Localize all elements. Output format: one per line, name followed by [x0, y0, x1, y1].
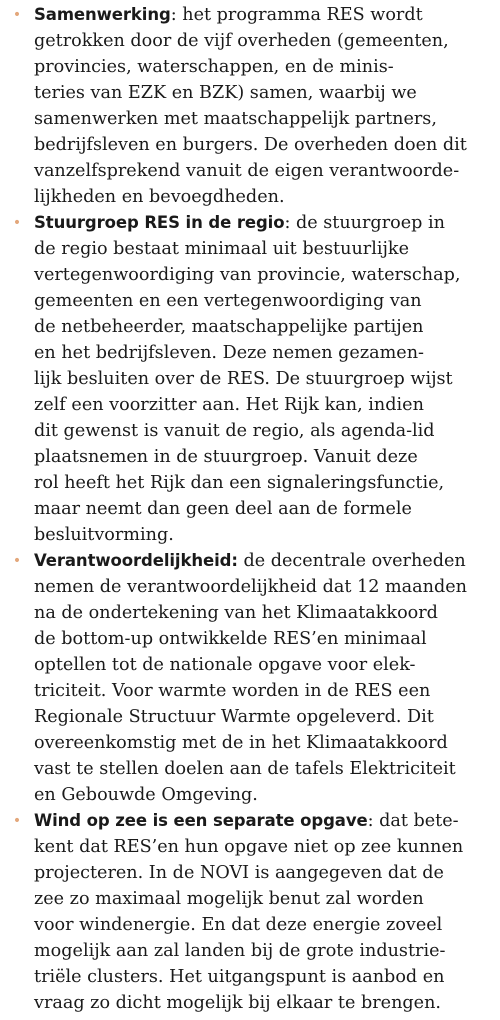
text-line: bedrijfsleven en burgers. De overheden doen dit	[34, 135, 467, 155]
item-text: : het programma RES wordt	[170, 5, 423, 25]
text-line: lijkheden en bevoegdheden.	[34, 187, 285, 207]
text-line: mogelijk aan zal landen bij de grote industrie-	[34, 941, 446, 961]
text-line: triciteit. Voor warmte worden in de RES een	[34, 681, 431, 701]
text-line: vertegenwoordiging van provincie, waterschap,	[34, 265, 461, 285]
text-line	[34, 808, 480, 834]
list-item-wind-op-zee	[6, 808, 480, 1016]
text-line: vanzelfsprekend vanuit de eigen verantwoorde-	[34, 161, 460, 181]
text-line: vraag zo dicht mogelijk bij elkaar te brengen.	[34, 993, 441, 1013]
text-line: vast te stellen doelen aan de tafels Elektriciteit	[34, 759, 456, 779]
text-line: Regionale Structuur Warmte opgeleverd. Dit	[34, 707, 434, 727]
bullet-icon: •	[12, 813, 22, 829]
list-item-stuurgroep	[6, 210, 480, 548]
text-line: overeenkomstig met de in het Klimaatakkoord	[34, 733, 448, 753]
item-text: : de stuurgroep in	[284, 213, 445, 233]
item-term: Wind op zee is een separate opgave	[34, 811, 368, 830]
bullet-list	[6, 2, 480, 1016]
text-line: projecteren. In de NOVI is aangegeven dat de	[34, 863, 444, 883]
text-line: dit gewenst is vanuit de regio, als agenda-lid	[34, 421, 435, 441]
text-line: lijk besluiten over de RES. De stuurgroep wijst	[34, 369, 453, 389]
list-item-verantwoordelijkheid	[6, 548, 480, 808]
text-line: en het bedrijfsleven. Deze nemen gezamen-	[34, 343, 424, 363]
item-term: Verantwoordelijkheid:	[34, 551, 238, 570]
text-line: de regio bestaat minimaal uit bestuurlijke	[34, 239, 409, 259]
item-text: de decentrale overheden	[237, 551, 466, 571]
text-line: de netbeheerder, maatschappelijke partijen	[34, 317, 424, 337]
text-line: triële clusters. Het uitgangspunt is aanbod en	[34, 967, 445, 987]
text-line: voor windenergie. En dat deze energie zoveel	[34, 915, 443, 935]
text-line	[34, 548, 480, 574]
item-term: Samenwerking	[34, 5, 171, 24]
text-line	[34, 210, 480, 236]
text-line: plaatsnemen in de stuurgroep. Vanuit deze	[34, 447, 418, 467]
bullet-icon: •	[12, 7, 22, 23]
text-line: provincies, waterschappen, en de minis-	[34, 57, 394, 77]
text-line: besluitvorming.	[34, 525, 174, 545]
text-line: kent dat RES’en hun opgave niet op zee kunnen	[34, 837, 464, 857]
item-term: Stuurgroep RES in de regio	[34, 213, 285, 232]
text-line: samenwerken met maatschappelijk partners,	[34, 109, 437, 129]
text-line: nemen de verantwoordelijkheid dat 12 maanden	[34, 577, 467, 597]
text-line: zee zo maximaal mogelijk benut zal worden	[34, 889, 424, 909]
bullet-icon: •	[12, 553, 22, 569]
text-line: de bottom-up ontwikkelde RES’en minimaal	[34, 629, 427, 649]
text-line: optellen tot de nationale opgave voor elek-	[34, 655, 416, 675]
text-line: gemeenten en een vertegenwoordiging van	[34, 291, 422, 311]
list-item-samenwerking	[6, 2, 480, 210]
text-line: teries van EZK en BZK) samen, waarbij we	[34, 83, 417, 103]
text-line: getrokken door de vijf overheden (gemeenten,	[34, 31, 449, 51]
text-line: maar neemt dan geen deel aan de formele	[34, 499, 412, 519]
text-line: zelf een voorzitter aan. Het Rijk kan, indien	[34, 395, 424, 415]
item-text: : dat bete-	[367, 811, 459, 831]
bullet-icon: •	[12, 215, 22, 231]
text-line: rol heeft het Rijk dan een signaleringsfunctie,	[34, 473, 445, 493]
text-line	[34, 2, 480, 28]
text-line: na de ondertekening van het Klimaatakkoord	[34, 603, 438, 623]
text-line: en Gebouwde Omgeving.	[34, 785, 258, 805]
